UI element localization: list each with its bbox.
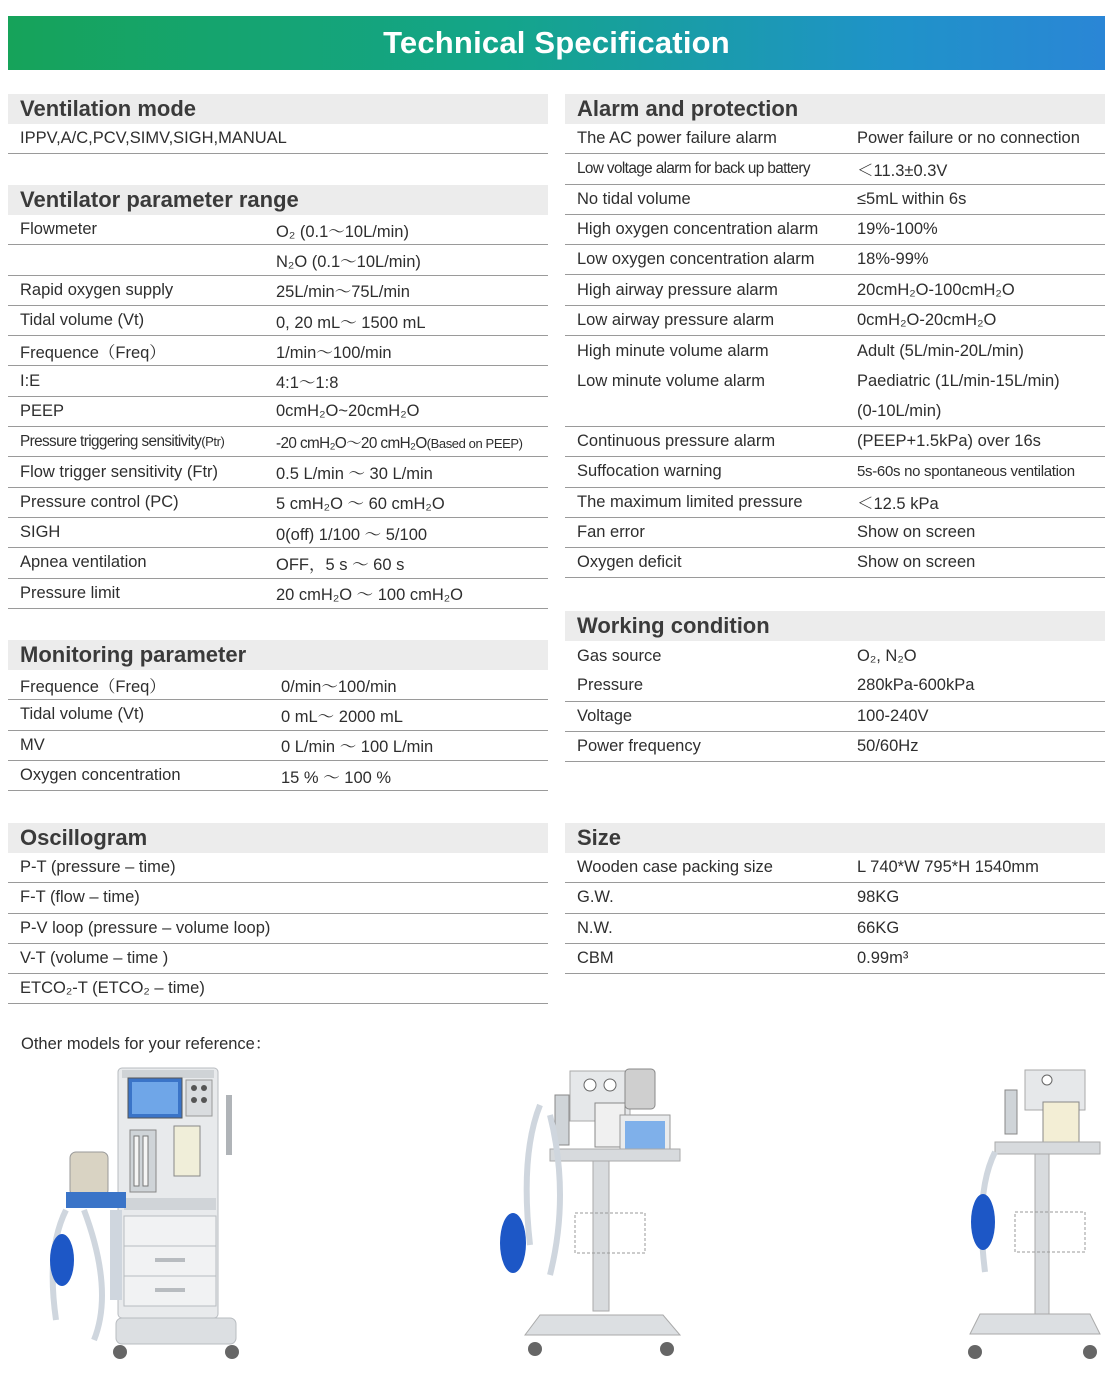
other-models-caption: Other models for your reference：	[21, 1035, 272, 1053]
row-value: O₂ (0.1～10L/min)	[276, 222, 409, 241]
section-heading: Alarm and protection	[565, 94, 1105, 124]
row-value: 98KG	[857, 888, 900, 907]
row-value: Adult (5L/min-20L/min)	[857, 341, 1024, 360]
row-label-text: Pressure triggering sensitivity	[20, 432, 202, 450]
row-value: 50/60Hz	[857, 737, 919, 756]
row-label: Frequence（Freq）	[20, 677, 166, 696]
row-label: Tidal volume (Vt)	[20, 311, 145, 330]
row-label: Frequence（Freq）	[20, 343, 166, 362]
row-value: 0(off) 1/100 ～ 5/100	[276, 525, 428, 544]
table-row	[8, 276, 548, 306]
row-value: 1/min～100/min	[276, 343, 392, 362]
row-value: 4:1～1:8	[276, 374, 339, 393]
row-value: 0 mL～ 2000 mL	[281, 707, 403, 726]
row-label	[8, 433, 276, 451]
row-value: 18%-99%	[857, 250, 929, 269]
table-row	[565, 548, 1105, 578]
alarm-section	[565, 94, 1105, 578]
row-label: ETCO₂-T (ETCO₂ – time)	[20, 979, 205, 998]
table-row	[8, 124, 548, 154]
row-value: 100-240V	[857, 706, 929, 725]
row-label: Flowmeter	[20, 220, 98, 239]
row-label: CBM	[577, 949, 614, 968]
table-row	[565, 914, 1105, 944]
size-section	[565, 823, 1105, 974]
table-row	[8, 306, 548, 336]
row-label: G.W.	[577, 888, 614, 907]
row-label: The maximum limited pressure	[577, 492, 803, 511]
row-value: 25L/min～75L/min	[276, 283, 410, 302]
row-label: N.W.	[577, 918, 613, 937]
row-value: 0.99m³	[857, 949, 909, 968]
row-label: Apnea ventilation	[20, 553, 147, 572]
table-row	[565, 853, 1105, 883]
table-row	[565, 427, 1105, 457]
row-value: Show on screen	[857, 523, 976, 541]
table-row	[8, 731, 548, 761]
row-label: High oxygen concentration alarm	[577, 220, 819, 239]
table-row	[565, 518, 1105, 548]
row-label-note: (Ptr)	[201, 433, 225, 449]
row-label: Low minute volume alarm	[577, 372, 765, 391]
row-label: Wooden case packing size	[577, 858, 773, 877]
title-banner	[8, 16, 1105, 70]
ventilator-range-section	[8, 185, 548, 609]
section-heading: Size	[565, 823, 1105, 853]
table-row	[8, 853, 548, 883]
table-row	[8, 579, 548, 609]
row-value: 66KG	[857, 918, 900, 937]
table-row	[8, 548, 548, 578]
table-row	[565, 336, 1105, 366]
section-heading: Ventilator parameter range	[8, 185, 548, 215]
row-label: Pressure control (PC)	[20, 492, 179, 511]
oscillogram-section	[8, 823, 548, 1004]
row-value: Paediatric (1L/min-15L/min)	[857, 372, 1060, 391]
table-row	[565, 397, 1105, 427]
table-row	[565, 641, 1105, 671]
row-value: 280kPa-600kPa	[857, 676, 975, 695]
row-label: Gas source	[577, 646, 662, 665]
row-value: 0.5 L/min ～ 30 L/min	[276, 465, 433, 484]
table-row	[8, 974, 548, 1004]
row-value: 0cmH₂O-20cmH₂O	[857, 310, 997, 329]
section-heading: Ventilation mode	[8, 94, 548, 124]
row-value: Show on screen	[857, 553, 976, 572]
row-label: Flow trigger sensitivity (Ftr)	[20, 462, 219, 481]
row-label: P-V loop (pressure – volume loop)	[20, 918, 271, 937]
table-row	[565, 245, 1105, 275]
row-label: Low voltage alarm for back up battery	[577, 159, 810, 177]
ventilation-mode-section	[8, 94, 548, 154]
row-value: 5 cmH₂O ～ 60 cmH₂O	[276, 495, 445, 514]
row-value: N₂O (0.1～10L/min)	[276, 252, 421, 271]
table-row	[565, 457, 1105, 487]
row-value: 0cmH₂O~20cmH₂O	[276, 401, 420, 420]
row-label: MV	[20, 735, 45, 754]
table-row	[8, 761, 548, 791]
table-row	[8, 215, 548, 245]
table-row	[8, 914, 548, 944]
anesthesia-machine-image-3	[955, 1062, 1105, 1370]
table-row	[8, 457, 548, 487]
row-value: ≤5mL within 6s	[857, 189, 967, 208]
table-row	[8, 700, 548, 730]
row-value: O₂, N₂O	[857, 646, 917, 665]
row-value: 15 % ～ 100 %	[281, 768, 392, 787]
row-label: Power frequency	[577, 737, 701, 756]
row-label: SIGH	[20, 523, 61, 542]
page-title: Technical Specification	[383, 25, 730, 60]
row-label: Continuous pressure alarm	[577, 432, 776, 451]
row-label: Oxygen deficit	[577, 553, 682, 572]
row-label: High minute volume alarm	[577, 341, 769, 360]
row-value	[276, 431, 523, 453]
row-value: OFF，5 s ～ 60 s	[276, 555, 405, 574]
row-value: 0 L/min ～ 100 L/min	[281, 738, 434, 757]
row-label: The AC power failure alarm	[577, 129, 777, 148]
section-heading: Monitoring parameter	[8, 640, 548, 670]
row-label: Rapid oxygen supply	[20, 280, 174, 299]
row-label: Pressure	[577, 676, 644, 695]
table-row	[565, 671, 1105, 701]
row-label: Tidal volume (Vt)	[20, 705, 145, 724]
row-label: Suffocation warning	[577, 462, 722, 481]
row-value: ＜12.5 kPa	[857, 495, 939, 514]
table-row	[565, 883, 1105, 913]
row-label: Oxygen concentration	[20, 766, 181, 785]
monitoring-section	[8, 640, 548, 791]
table-row	[8, 245, 548, 275]
table-row	[8, 336, 548, 366]
anesthesia-machine-image-1	[40, 1060, 250, 1370]
table-row	[565, 154, 1105, 184]
section-heading: Working condition	[565, 611, 1105, 641]
row-label: Low airway pressure alarm	[577, 310, 775, 329]
table-row	[565, 702, 1105, 732]
table-row	[8, 427, 548, 457]
table-row	[565, 185, 1105, 215]
table-row	[565, 306, 1105, 336]
row-value: 0/min～100/min	[281, 677, 397, 696]
row-value: 19%-100%	[857, 220, 938, 239]
table-row	[565, 944, 1105, 974]
row-value: L 740*W 795*H 1540mm	[857, 858, 1039, 877]
table-row	[8, 518, 548, 548]
row-value: Power failure or no connection	[857, 129, 1080, 148]
table-row	[8, 366, 548, 396]
table-row	[8, 944, 548, 974]
row-value: 0, 20 mL～ 1500 mL	[276, 313, 426, 332]
mode-list: IPPV,A/C,PCV,SIMV,SIGH,MANUAL	[20, 129, 287, 148]
table-row	[565, 732, 1105, 762]
row-label: I:E	[20, 371, 41, 390]
row-label: V-T (volume – time )	[20, 949, 169, 968]
row-label: PEEP	[20, 401, 65, 420]
table-row	[8, 488, 548, 518]
row-label: High airway pressure alarm	[577, 280, 778, 299]
row-value: 5s-60s no spontaneous ventilation	[857, 463, 1075, 481]
table-row	[565, 275, 1105, 305]
table-row	[8, 670, 548, 700]
table-row	[565, 366, 1105, 396]
row-value: 20cmH₂O-100cmH₂O	[857, 280, 1015, 299]
row-value: ＜11.3±0.3V	[857, 161, 948, 180]
section-heading: Oscillogram	[8, 823, 548, 853]
row-label: No tidal volume	[577, 189, 691, 208]
table-row	[8, 397, 548, 427]
row-value: (0-10L/min)	[857, 401, 942, 420]
table-row	[8, 883, 548, 913]
row-value: 20 cmH₂O ～ 100 cmH₂O	[276, 586, 464, 605]
table-row	[565, 215, 1105, 245]
row-label: P-T (pressure – time)	[20, 858, 176, 877]
table-row	[565, 124, 1105, 154]
working-condition-section	[565, 611, 1105, 762]
row-label: Voltage	[577, 706, 633, 725]
row-value: (PEEP+1.5kPa) over 16s	[857, 432, 1041, 451]
row-label: Fan error	[577, 523, 645, 541]
row-value-text: -20 cmH₂O～20 cmH₂O	[276, 434, 427, 452]
row-label: F-T (flow – time)	[20, 888, 140, 907]
row-value-note: (Based on PEEP)	[426, 435, 523, 451]
row-label: Low oxygen concentration alarm	[577, 250, 815, 269]
anesthesia-machine-image-2	[495, 1065, 695, 1370]
row-label: Pressure limit	[20, 583, 120, 602]
table-row	[565, 488, 1105, 518]
